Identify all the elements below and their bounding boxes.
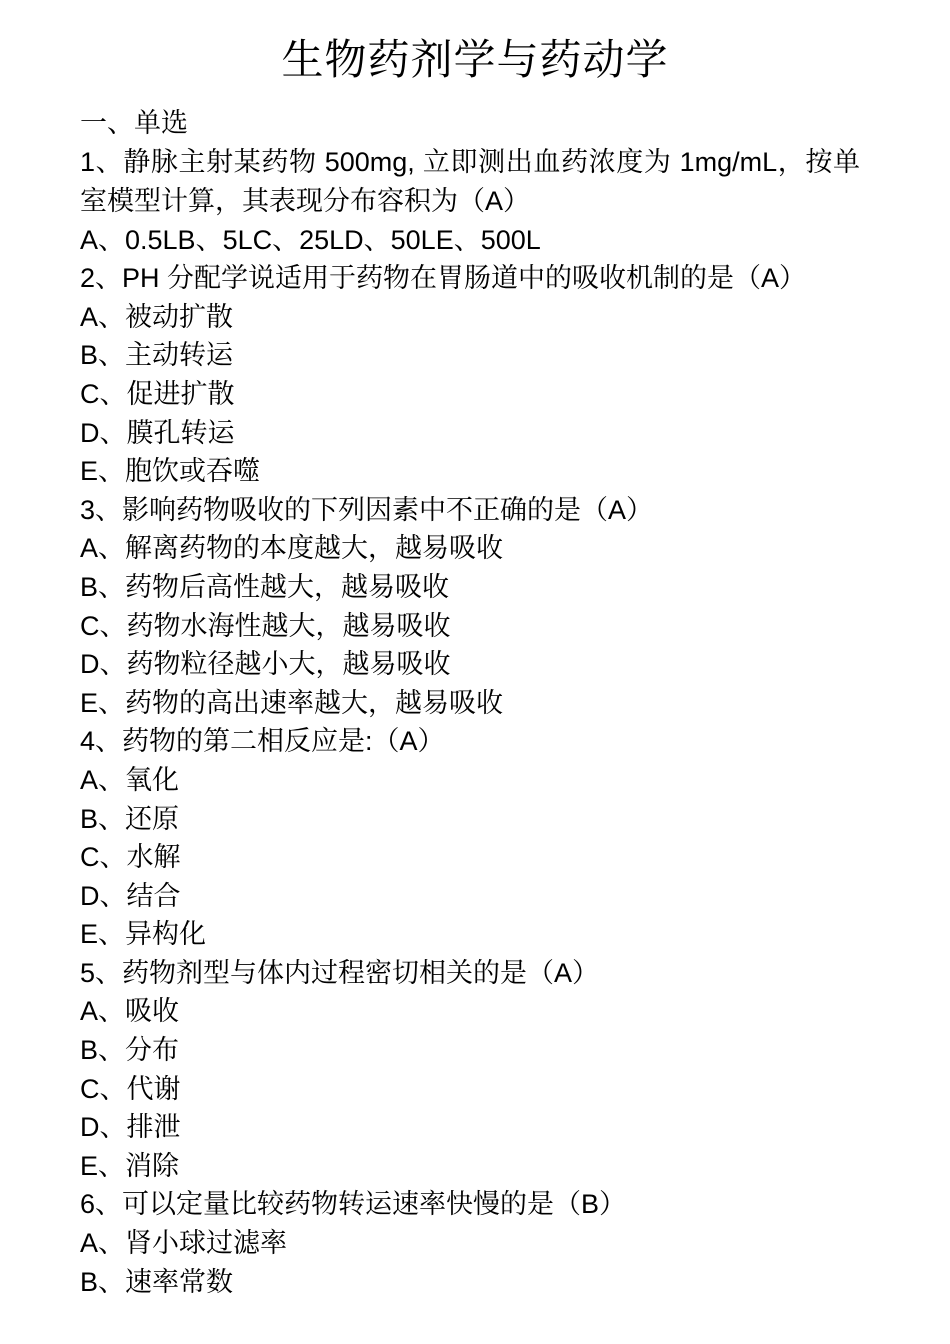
question-2: 2、PH 分配学说适用于药物在胃肠道中的吸收机制的是（A） [80,263,807,294]
question-3-option-d: D、药物粒径越小大，越易吸收 [80,649,451,680]
question-3-option-a: A、解离药物的本度越大，越易吸收 [80,533,504,564]
question-3: 3、影响药物吸收的下列因素中不正确的是（A） [80,494,654,525]
question-6-option-a: A、肾小球过滤率 [80,1228,288,1259]
question-5-option-d: D、排泄 [80,1112,181,1143]
question-5-option-a: A、吸收 [80,996,180,1027]
question-5-option-e: E、消除 [80,1150,180,1181]
question-1-options: A、0.5LB、5LC、25LD、50LE、500L [80,224,541,255]
question-3-option-e: E、药物的高出速率越大，越易吸收 [80,687,504,718]
question-6: 6、可以定量比较药物转运速率快慢的是（B） [80,1189,627,1220]
question-6-option-b: B、速率常数 [80,1266,234,1297]
question-5-option-c: C、代谢 [80,1073,181,1104]
question-2-option-d: D、膜孔转运 [80,417,235,448]
document-body [80,104,860,1301]
section-heading: 一、单选 [80,108,188,138]
question-4: 4、药物的第二相反应是:（A） [80,726,445,757]
question-4-option-c: C、水解 [80,842,181,873]
document-title: 生物药剂学与药动学 [281,36,669,83]
question-3-option-b: B、药物后高性越大，越易吸收 [80,571,450,602]
question-2-option-c: C、促进扩散 [80,378,235,409]
question-1: 1、静脉主射某药物 500mg, 立即测出血药浓度为 1mg/mL，按单室模型计算，其表现分布容积为（A） [80,146,860,216]
question-4-option-b: B、还原 [80,803,180,834]
question-3-option-c: C、药物水海性越大，越易吸收 [80,610,451,641]
question-4-option-d: D、结合 [80,880,181,911]
question-2-option-e: E、胞饮或吞噬 [80,456,261,487]
question-5: 5、药物剂型与体内过程密切相关的是（A） [80,957,600,988]
question-5-option-b: B、分布 [80,1035,180,1066]
question-2-option-a: A、被动扩散 [80,301,234,332]
question-4-option-e: E、异构化 [80,919,207,950]
question-2-option-b: B、主动转运 [80,340,234,371]
question-4-option-a: A、氧化 [80,764,180,795]
